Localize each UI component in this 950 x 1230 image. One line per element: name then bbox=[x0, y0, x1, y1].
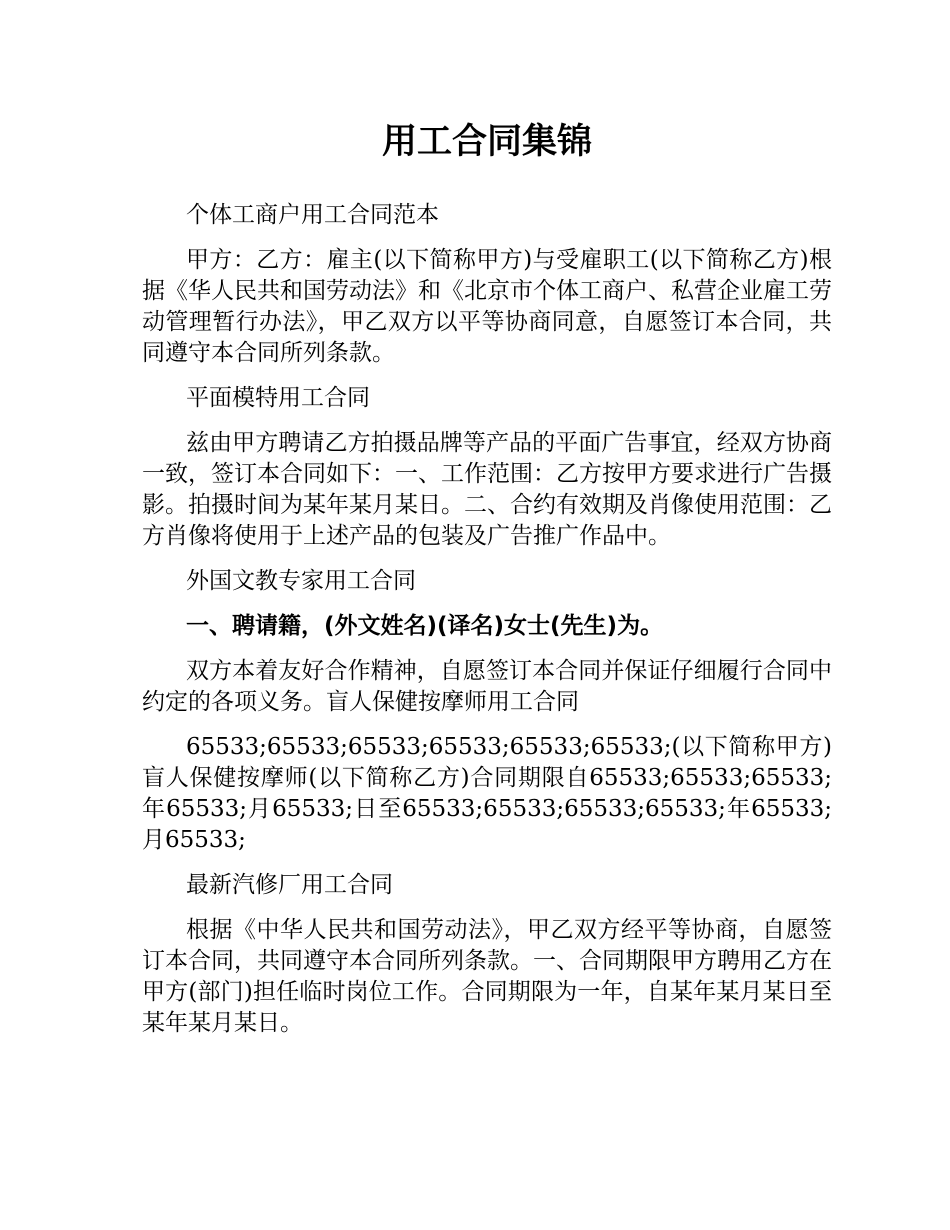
paragraph-blind-masseur: 65533;65533;65533;65533;65533;65533;(以下简称甲方)盲人保健按摩师(以下简称乙方)合同期限自65533;65533;65533;年65533;月65533;日至65533;65533;65533;65533;年65533;月65533; bbox=[142, 734, 832, 853]
paragraph-individual-business: 甲方：乙方：雇主(以下简称甲方)与受雇职工(以下简称乙方)根据《华人民共和国劳动法》和《北京市个体工商户、私营企业雇工劳动管理暂行办法》，甲乙双方以平等协商同意，自愿签订本合同，共同遵守本合同所列条款。 bbox=[142, 247, 832, 366]
section-heading-print-model: 平面模特用工合同 bbox=[186, 385, 370, 411]
document-page bbox=[142, 120, 832, 1053]
paragraph-foreign-expert: 双方本着友好合作精神，自愿签订本合同并保证仔细履行合同中约定的各项义务。盲人保健按摩师用工合同 bbox=[142, 658, 832, 715]
section-heading-auto-repair: 最新汽修厂用工合同 bbox=[186, 872, 393, 898]
bold-clause-hiring: 一、聘请籍，(外文姓名)(译名)女士(先生)为。 bbox=[186, 613, 664, 639]
section-heading-foreign-expert: 外国文教专家用工合同 bbox=[186, 568, 416, 594]
paragraph-print-model: 兹由甲方聘请乙方拍摄品牌等产品的平面广告事宜，经双方协商一致，签订本合同如下：一、工作范围：乙方按甲方要求进行广告摄影。拍摄时间为某年某月某日。二、合约有效期及肖像使用范围：乙方肖像将使用于上述产品的包装及广告推广作品中。 bbox=[142, 430, 832, 549]
paragraph-auto-repair: 根据《中华人民共和国劳动法》，甲乙双方经平等协商，自愿签订本合同，共同遵守本合同所列条款。一、合同期限甲方聘用乙方在甲方(部门)担任临时岗位工作。合同期限为一年，自某年某月某日至某年某月某日。 bbox=[142, 917, 832, 1036]
section-heading-individual-business: 个体工商户用工合同范本 bbox=[186, 202, 439, 228]
document-title: 用工合同集锦 bbox=[381, 122, 592, 162]
